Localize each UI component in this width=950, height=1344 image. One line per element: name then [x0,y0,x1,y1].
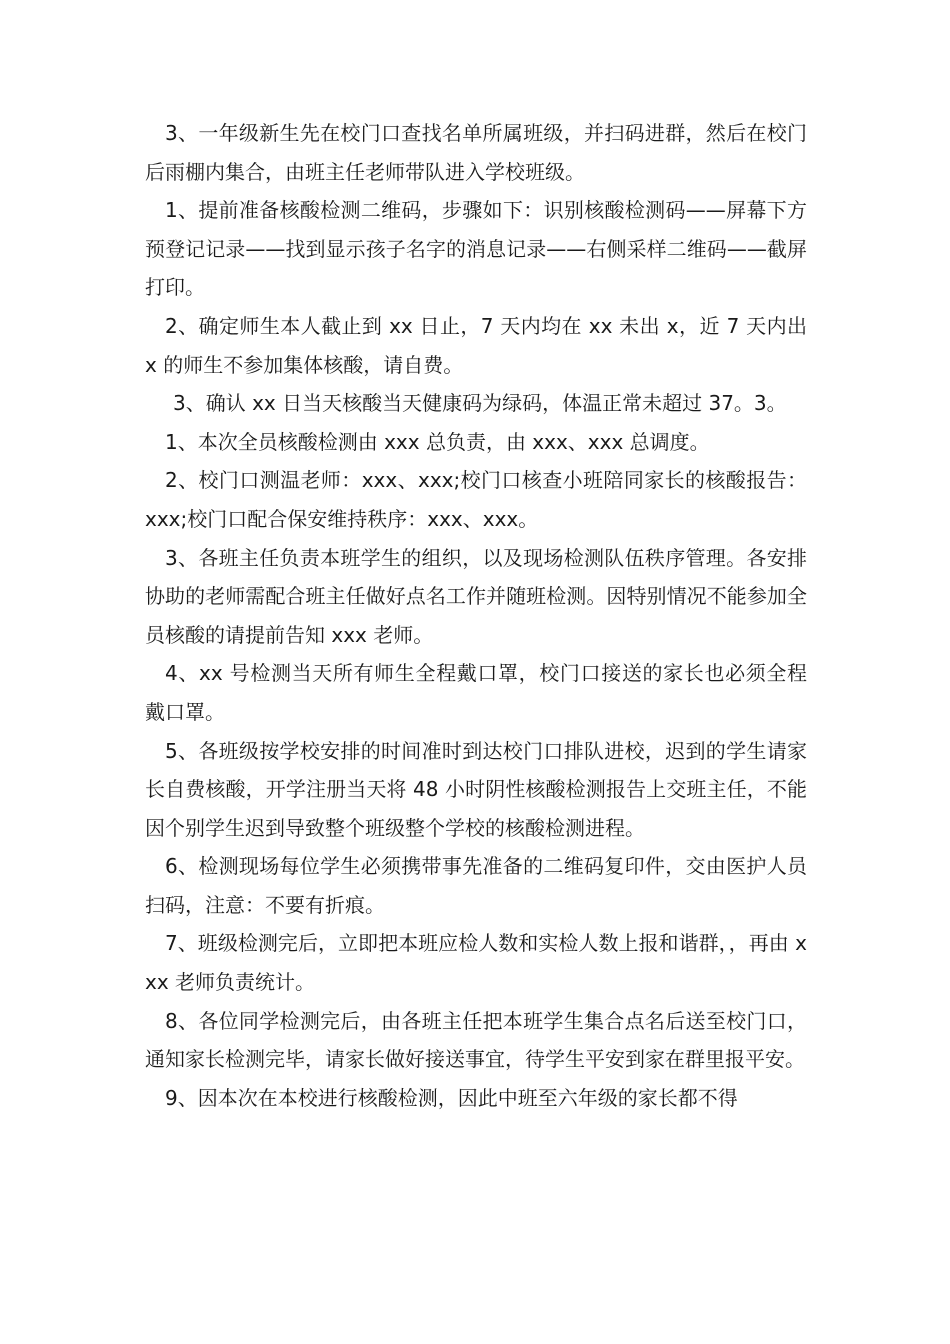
paragraph-qr-code-steps: 1、提前准备核酸检测二维码，步骤如下：识别核酸检测码——屏幕下方预登记记录——找到显示孩子名字的消息记录——右侧采样二维码——截屏打印。 [145,198,807,300]
paragraph-qr-copies: 6、检测现场每位学生必须携带事先准备的二维码复印件，交由医护人员扫码，注意：不要有折痕。 [145,854,807,917]
paragraph-class-teachers: 3、各班主任负责本班学生的组织，以及现场检测队伍秩序管理。各安排协助的老师需配合班主任做好点名工作并随班检测。因特别情况不能参加全员核酸的请提前告知 xxx 老师。 [145,545,807,647]
paragraph-gate-staff: 2、校门口测温老师：xxx、xxx;校门口核查小班陪同家长的核酸报告：xxx;校门口配合保安维持秩序：xxx、xxx。 [145,468,807,531]
paragraph-arrival-schedule: 5、各班级按学校安排的时间准时到达校门口排队进校，迟到的学生请家长自费核酸，开学注册当天将 48 小时阴性核酸检测报告上交班主任，不能因个别学生迟到导致整个班级整个学校的核酸检测进程。 [145,738,807,840]
paragraph-new-student-gathering: 3、一年级新生先在校门口查找名单所属班级，并扫码进群，然后在校门后雨棚内集合，由班主任老师带队进入学校班级。 [145,121,807,184]
paragraph-masks: 4、xx 号检测当天所有师生全程戴口罩，校门口接送的家长也必须全程戴口罩。 [145,661,807,724]
paragraph-health-code: 3、确认 xx 日当天核酸当天健康码为绿码，体温正常未超过 37。3。 [173,391,787,416]
paragraph-reporting: 7、班级检测完后，立即把本班应检人数和实检人数上报和谐群，，再由 xxx 老师负责统计。 [145,931,807,995]
paragraph-dismissal: 8、各位同学检测完后，由各班主任把本班学生集合点名后送至校门口，通知家长检测完毕，请家长做好接送事宜，待学生平安到家在群里报平安。 [145,1008,807,1072]
document-body [145,114,807,1117]
paragraph-parents-restriction: 9、因本次在本校进行核酸检测，因此中班至六年级的家长都不得 [165,1085,738,1110]
paragraph-travel-confirmation: 2、确定师生本人截止到 xx 日止，7 天内均在 xx 未出 x，近 7 天内出 x 的师生不参加集体核酸，请自费。 [145,313,807,377]
paragraph-responsibility: 1、本次全员核酸检测由 xxx 总负责，由 xxx、xxx 总调度。 [165,429,710,454]
